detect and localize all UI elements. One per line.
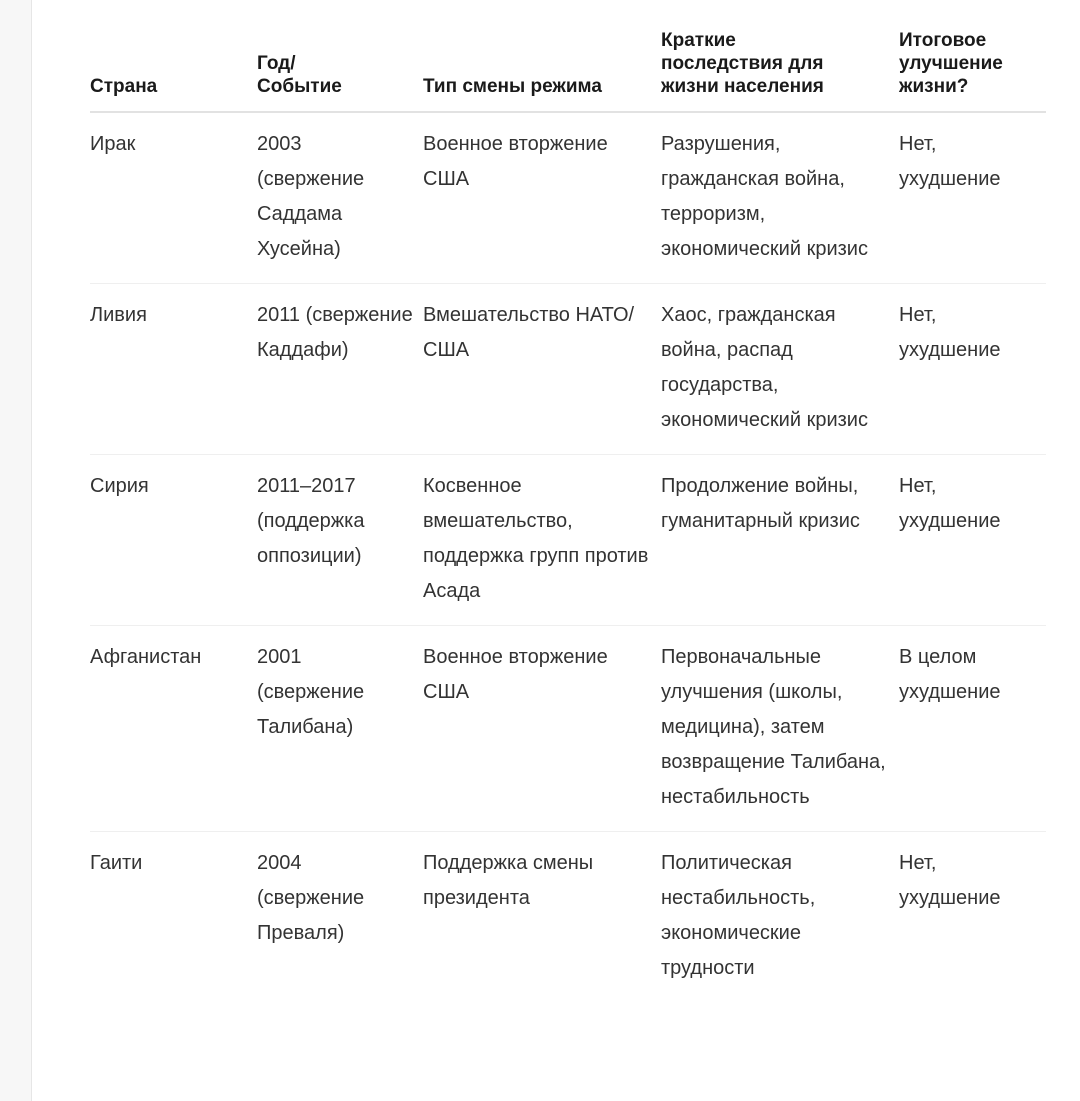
header-regime-change-type: Тип смены режима bbox=[423, 0, 661, 112]
header-overall-improvement: Итоговое улучшение жизни? bbox=[899, 0, 1046, 112]
table-row bbox=[90, 455, 1046, 626]
regime-change-table-container bbox=[90, 0, 1046, 1002]
cell-year-event: 2001 (свержение Талибана) bbox=[257, 626, 423, 832]
cell-consequences: Первоначальные улучшения (школы, медицина), затем возвращение Талибана, нестабильность bbox=[661, 626, 899, 832]
cell-consequences: Политическая нестабильность, экономические трудности bbox=[661, 852, 816, 979]
table-body bbox=[90, 112, 1046, 1002]
table-row bbox=[90, 112, 1046, 284]
cell-regime-change-type: Косвенное вмешательство, поддержка групп против Асада bbox=[423, 455, 661, 626]
cell-country: Ирак bbox=[90, 112, 257, 284]
cell-regime-change-type: Поддержка смены президента bbox=[423, 852, 594, 909]
cell-country: Гаити bbox=[90, 852, 143, 874]
cell-overall-improvement: Нет, ухудшение bbox=[899, 284, 1046, 455]
table-row bbox=[90, 626, 1046, 832]
cell-country: Сирия bbox=[90, 455, 257, 626]
regime-change-table bbox=[90, 0, 1046, 1002]
cell-overall-improvement: Нет, ухудшение bbox=[899, 852, 1001, 909]
header-year-event: Год/ Событие bbox=[257, 0, 423, 112]
header-row bbox=[90, 0, 1046, 112]
cell-consequences: Продолжение войны, гуманитарный кризис bbox=[661, 455, 899, 626]
cell-year-event: 2011 (свержение Каддафи) bbox=[257, 284, 423, 455]
cell-regime-change-type: Вмешательство НАТО/США bbox=[423, 284, 661, 455]
table-header bbox=[90, 0, 1046, 112]
cell-regime-change-type: Военное вторжение США bbox=[423, 112, 661, 284]
cell-overall-improvement: Нет, ухудшение bbox=[899, 112, 1046, 284]
cell-year-event: 2011–2017 (поддержка оппозиции) bbox=[257, 455, 423, 626]
table-row bbox=[90, 832, 1046, 1003]
cell-consequences: Хаос, гражданская война, распад государства, экономический кризис bbox=[661, 284, 899, 455]
cell-overall-improvement: Нет, ухудшение bbox=[899, 455, 1046, 626]
header-consequences: Краткие последствия для жизни населения bbox=[661, 0, 899, 112]
cell-overall-improvement: В целом ухудшение bbox=[899, 626, 1046, 832]
cell-year-event: 2003 (свержение Саддама Хусейна) bbox=[257, 112, 423, 284]
cell-country: Ливия bbox=[90, 284, 257, 455]
left-gutter bbox=[0, 0, 32, 1101]
cell-year-event: 2004 (свержение Преваля) bbox=[257, 852, 365, 944]
cell-regime-change-type: Военное вторжение США bbox=[423, 626, 661, 832]
cell-consequences: Разрушения, гражданская война, терроризм, экономический кризис bbox=[661, 112, 899, 284]
table-row bbox=[90, 284, 1046, 455]
header-country: Страна bbox=[90, 0, 257, 112]
cell-country: Афганистан bbox=[90, 626, 257, 832]
